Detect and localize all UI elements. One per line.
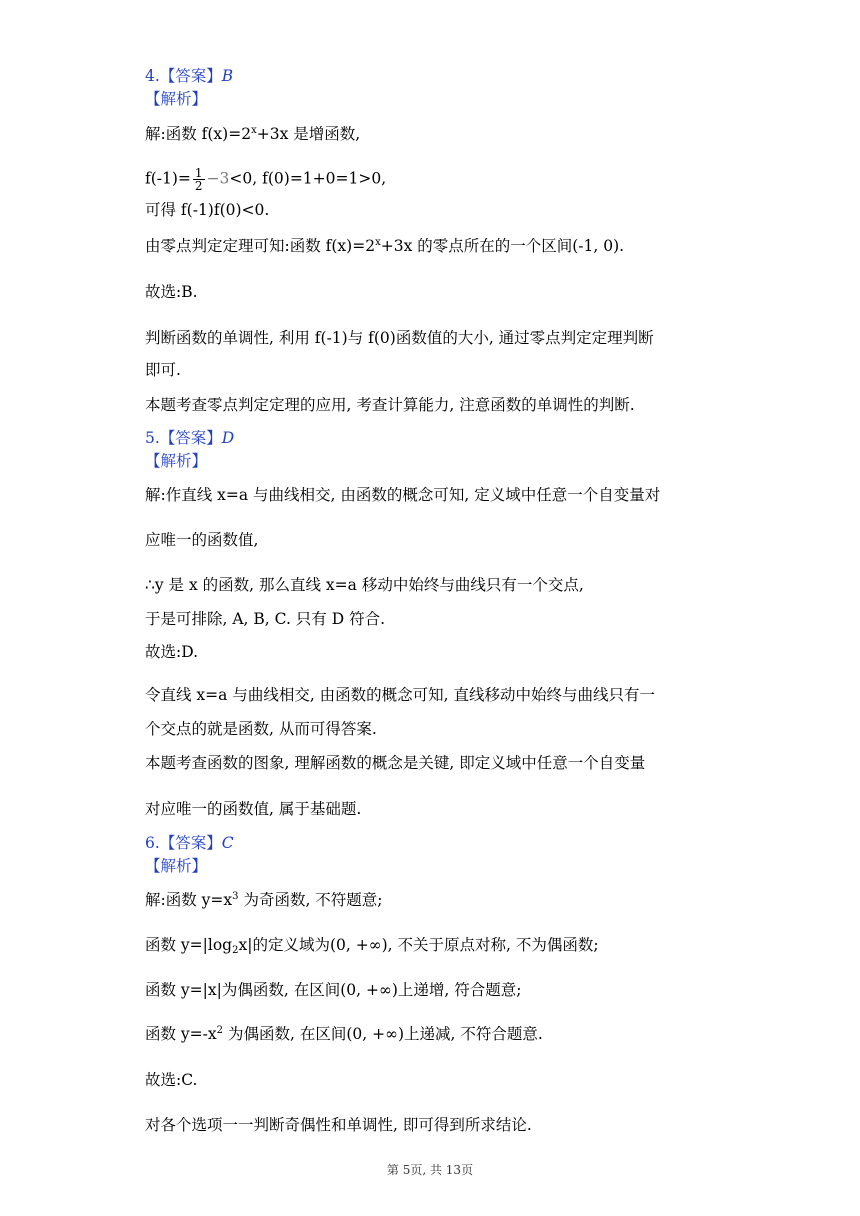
q4-line-5: 故选:B. bbox=[145, 283, 198, 301]
q4-line-8: 本题考查零点判定定理的应用, 考查计算能力, 注意函数的单调性的判断. bbox=[145, 396, 635, 414]
q4-answer-label: 4.【答案】 bbox=[145, 67, 222, 85]
q6-line-6: 对各个选项一一判断奇偶性和单调性, 即可得到所求结论. bbox=[145, 1116, 532, 1134]
q4-line-4: 由零点判定定理可知:函数 $f(x)=2^x+3x$ 的零点所在的一个区间(-1, 0). bbox=[145, 237, 625, 255]
q6-line-2: 函数 $y=|\log_2x|$的定义域为(0, +∞), 不关于原点对称, 不为偶函数; bbox=[145, 936, 599, 956]
q4-answer-line bbox=[145, 66, 233, 86]
q5-line-7: 个交点的就是函数, 从而可得答案. bbox=[145, 720, 377, 738]
q4-line-3: 可得 f(-1)f(0)<0. bbox=[145, 201, 270, 219]
q4-line-7: 即可. bbox=[145, 361, 181, 379]
q6-answer-line bbox=[145, 833, 234, 853]
q5-line-3: ∴y 是 x 的函数, 那么直线 x=a 移动中始终与曲线只有一个交点, bbox=[145, 576, 584, 594]
q5-line-2: 应唯一的函数值, bbox=[145, 531, 259, 549]
page-footer: 第 5页, 共 13页 bbox=[386, 1163, 474, 1177]
q5-answer: D bbox=[221, 429, 235, 447]
q6-line-5: 故选:C. bbox=[145, 1071, 198, 1089]
q6-line-1: 解:函数 $y=x^3$ 为奇函数, 不符题意; bbox=[145, 891, 383, 909]
q5-analysis-label: 【解析】 bbox=[145, 452, 208, 470]
q6-line-4: 函数 $y=-x^2$ 为偶函数, 在区间(0, +∞)上递减, 不符合题意. bbox=[145, 1025, 543, 1043]
q5-line-9: 对应唯一的函数值, 属于基础题. bbox=[145, 800, 362, 818]
q5-line-6: 令直线 x=a 与曲线相交, 由函数的概念可知, 直线移动中始终与曲线只有一 bbox=[145, 686, 656, 704]
q4-line-2: f(-1)= $\frac{1}{2}$ −3<0, f(0)=1+0=1>0, bbox=[145, 166, 387, 193]
q4-line-6: 判断函数的单调性, 利用 f(-1)与 f(0)函数值的大小, 通过零点判定定理判断 bbox=[145, 329, 654, 347]
q4-line-1: 解:函数 $f(x)=2^x+3x$ 是增函数, bbox=[145, 125, 361, 143]
q5-line-4: 于是可排除, A, B, C. 只有 D 符合. bbox=[145, 610, 386, 628]
q4-answer: B bbox=[221, 67, 234, 85]
q6-answer-label: 6.【答案】 bbox=[145, 834, 222, 852]
q5-line-1: 解:作直线 x=a 与曲线相交, 由函数的概念可知, 定义域中任意一个自变量对 bbox=[145, 486, 661, 504]
q6-line-3: 函数 y=|x|为偶函数, 在区间(0, +∞)上递增, 符合题意; bbox=[145, 981, 522, 999]
q4-analysis-label: 【解析】 bbox=[145, 90, 208, 108]
q5-line-5: 故选:D. bbox=[145, 643, 199, 661]
q6-answer: C bbox=[221, 834, 234, 852]
q5-line-8: 本题考查函数的图象, 理解函数的概念是关键, 即定义域中任意一个自变量 bbox=[145, 754, 646, 772]
q5-answer-label: 5.【答案】 bbox=[145, 429, 222, 447]
fraction: $\frac{1}{2}$ bbox=[194, 166, 203, 193]
q6-analysis-label: 【解析】 bbox=[145, 857, 208, 875]
q5-answer-line bbox=[145, 428, 234, 448]
